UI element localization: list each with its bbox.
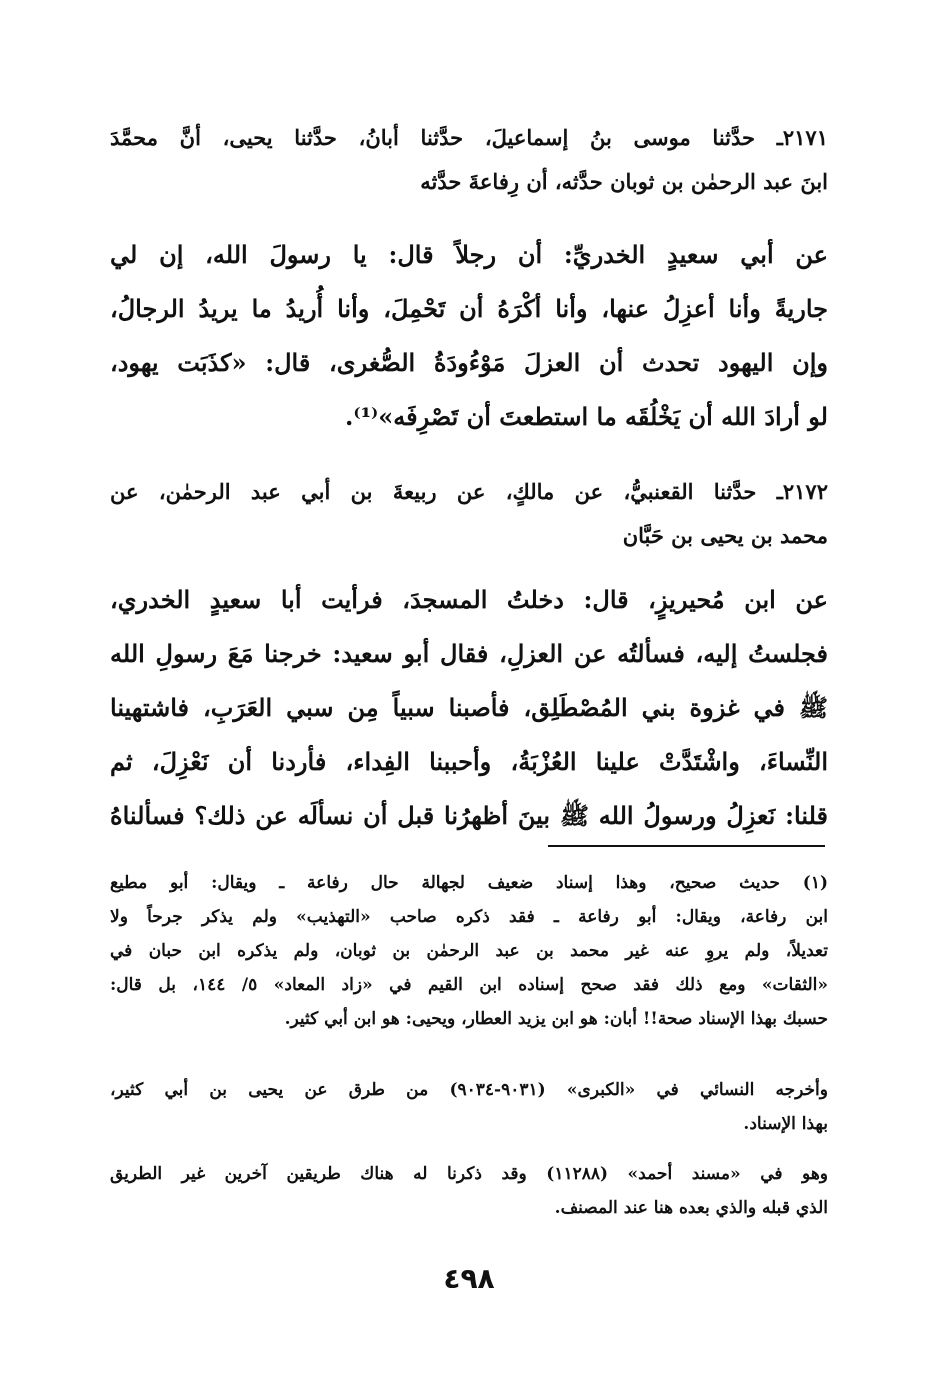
text-line: فجلستُ إليه، فسألتُه عن العزلِ، فقال أبو سعيد: خرجنا مَعَ رسولِ الله	[110, 639, 828, 668]
text-line: جاريةً وأنا أعزِلُ عنها، وأنا أكْرَهُ أن تَحْمِلَ، وأنا أُريدُ ما يريدُ الرجالُ،	[110, 294, 828, 323]
footnote-line: «الثقات» ومع ذلك فقد صحح إسناده ابن القيم في «زاد المعاد» ٥/ ١٤٤، بل قال:	[110, 975, 828, 995]
text-line: ٢١٧٢ـ حدَّثنا القعنبيُّ، عن مالكٍ، عن ربيعةَ بن أبي عبد الرحمٰن، عن	[110, 479, 828, 504]
text-line: عن ابن مُحيريزٍ، قال: دخلتُ المسجدَ، فرأيت أبا سعيدٍ الخدري،	[110, 585, 828, 614]
hadith-2171-text	[110, 228, 828, 444]
text-line: ﷺ في غزوة بني المُصْطَلِق، فأصبنا سبياً مِن سبي العَرَبِ، فاشتهينا	[110, 693, 828, 722]
footnote-line: ابن رفاعة، ويقال: أبو رفاعة ـ فقد ذكره صاحب «التهذيب» ولم يذكر جرحاً ولا	[110, 907, 828, 927]
text-line: عن أبي سعيدٍ الخدريِّ: أن رجلاً قال: يا رسولَ الله، إن لي	[110, 240, 828, 269]
hadith-2172-chain	[110, 470, 828, 558]
footnote-line: تعديلاً، ولم يروِ عنه غير محمد بن عبد الرحمٰن بن ثوبان، ولم يذكره ابن حبان في	[110, 941, 828, 961]
text-line: محمد بن يحيى بن حَبَّان	[622, 523, 828, 548]
footnote-1	[110, 866, 828, 1036]
footnote-line: وأخرجه النسائي في «الكبرى» (٩٠٣١-٩٠٣٤) من طرق عن يحيى بن أبي كثير،	[110, 1080, 828, 1100]
footnote-line: (١) حديث صحيح، وهذا إسناد ضعيف لجهالة حال رفاعة ـ ويقال: أبو مطيع	[110, 873, 828, 893]
text-line: ابنَ عبد الرحمٰن بن ثوبان حدَّثه، أن رِفاعةَ حدَّثه	[420, 169, 828, 194]
footnote-line: وهو في «مسند أحمد» (١١٢٨٨) وقد ذكرنا له هناك طريقين آخرين غير الطريق	[110, 1164, 828, 1184]
text-line: وإن اليهود تحدث أن العزلَ مَوْءُودَةُ الصُّغرى، قال: «كذَبَت يهود،	[110, 348, 828, 377]
text-line: قلنا: نَعزِلُ ورسولُ الله ﷺ بينَ أظهرُنا قبل أن نسألَه عن ذلك؟ فسألناهُ	[110, 801, 828, 830]
hadith-2171-chain	[110, 116, 828, 204]
footnote-line: حسبك بهذا الإسناد صحة!! أبان: هو ابن يزيد العطار، ويحيى: هو ابن أبي كثير.	[284, 1009, 828, 1029]
footnote-line: بهذا الإسناد.	[743, 1114, 828, 1134]
footnote-paragraph	[110, 1073, 828, 1141]
footnote-paragraph	[110, 1157, 828, 1225]
text-line: النِّساءَ، واشْتَدَّتْ علينا العُزْبَةُ، وأحببنا الفِداء، فأردنا أن نَعْزِلَ، ثم	[110, 747, 828, 776]
page-number: ٤٩٨	[443, 1262, 495, 1295]
text-line: ٢١٧١ـ حدَّثنا موسى بنُ إسماعيلَ، حدَّثنا أبانُ، حدَّثنا يحيى، أنَّ محمَّدَ	[110, 125, 828, 150]
footnote-line: الذي قبله والذي بعده هنا عند المصنف.	[554, 1198, 828, 1218]
hadith-2172-text	[110, 573, 828, 843]
text-line: لو أرادَ الله أن يَخْلُقَه ما استطعتَ أن تَصْرِفَه»⁽¹⁾.	[345, 402, 828, 431]
footnote-divider	[548, 845, 825, 847]
